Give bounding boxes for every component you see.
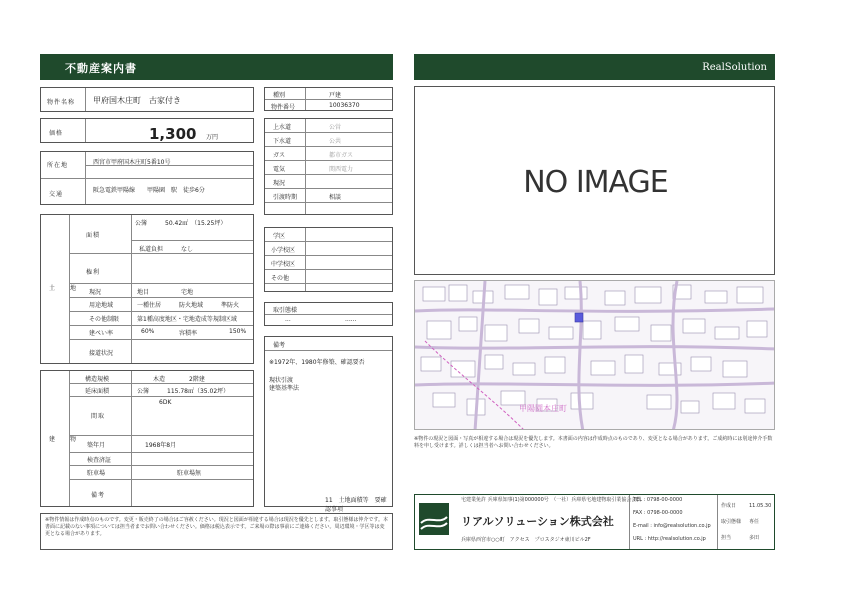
gas-value: 都市ガス <box>329 152 354 159</box>
rights-label: 権利 <box>86 269 101 276</box>
coverage-value: 60% <box>141 328 155 335</box>
structure-label: 構造規模 <box>85 376 110 383</box>
check-label: 検査済証 <box>87 457 112 464</box>
address: 西宮市甲府国木庄町5番10号 <box>93 159 171 166</box>
notes-line-3: 建築基準法 <box>269 385 300 392</box>
notes-line-2: 現状引渡 <box>269 377 294 384</box>
location-box <box>40 151 254 205</box>
other-label: その他 <box>271 275 290 282</box>
number-value: 10036370 <box>329 102 360 109</box>
category-label: 現況 <box>89 289 102 296</box>
parking-value: 駐車場無 <box>177 470 202 477</box>
property-name-box <box>40 87 254 112</box>
company-box <box>414 494 775 550</box>
layout-label: 間取 <box>91 413 106 420</box>
right-page <box>414 54 775 550</box>
elec-label: 電気 <box>273 166 286 173</box>
disclaimer-box <box>40 513 393 550</box>
staff-value: 多田 <box>749 535 760 541</box>
notes-line-1: ※1972年、1980年修築、確認要否 <box>269 359 365 366</box>
transaction-label: 取引態様 <box>721 519 742 525</box>
school-box <box>264 227 393 292</box>
disclaimer-text: ※物件情報は作成時点のものです。変更・販売終了の場合はご容赦ください。現況と図面が相違する場合は現況を優先とします。取引態様は仲介です。本書面に記載のない事項については担当者までお問い合わせください。価格は税込表示です。ご来場の際は事前にご連絡ください。周辺環境・学区等は変更となる場合があります。 <box>45 517 388 537</box>
company-address: 兵庫県西宮市○○町 アクセス プロスタジオ東川ビル2F <box>461 537 591 543</box>
header-bar <box>40 54 393 80</box>
parking-label: 駐車場 <box>87 470 106 477</box>
sewage-label: 下水道 <box>273 138 292 145</box>
number-label: 物件番号 <box>271 104 296 111</box>
zoning-label: 用途地域 <box>89 302 114 309</box>
land-box <box>40 214 254 364</box>
company-name: リアルソリューション株式会社 <box>461 515 614 528</box>
company-logo <box>419 503 449 535</box>
far-label: 容積率 <box>179 330 198 337</box>
layout-value: 6DK <box>159 399 172 406</box>
fire-label: 防火地域 <box>179 302 204 309</box>
company-license: 宅建業免許 兵庫県知事(1)第000000号 （一社）兵庫県宅地建物取引業協会会員 <box>461 497 642 503</box>
staff-label: 担当 <box>721 535 732 541</box>
price-unit: 万円 <box>206 134 219 141</box>
company-url: URL : http://realsolution.co.jp <box>633 536 706 542</box>
water-value: 公営 <box>329 124 342 131</box>
land-category: 宅地 <box>181 289 194 296</box>
current-label: 現況 <box>273 180 286 187</box>
far-value: 150% <box>229 328 247 335</box>
land-area: 公簿 50.42㎡ （15.25坪） <box>135 220 227 227</box>
floor-area-label: 延床面積 <box>85 388 110 395</box>
location-label: 所在地 <box>47 162 69 169</box>
sewage-value: 公共 <box>329 138 342 145</box>
company-fax: FAX : 0798-00-0000 <box>633 510 683 516</box>
road-label: 接道状況 <box>89 350 114 357</box>
built-value: 1968年8月 <box>145 442 177 449</box>
property-name: 甲府国木庄町 古家付き <box>93 96 181 105</box>
type-value: 戸建 <box>329 92 342 99</box>
created-value: 11.05.30 <box>749 503 772 509</box>
coverage-label: 建ぺい率 <box>89 330 114 337</box>
photo-placeholder <box>414 86 775 275</box>
building-section-label: 建 物 <box>49 436 78 443</box>
notes-area <box>414 436 775 476</box>
handover-label: 引渡時期 <box>273 194 298 201</box>
notes-box <box>264 336 393 513</box>
area-label: 面積 <box>86 232 101 239</box>
remarks-label: 備考 <box>91 492 106 499</box>
left-page <box>40 54 393 550</box>
fee-right: ...... <box>345 316 357 323</box>
price-value: 1,300 <box>149 125 197 143</box>
jr-label: 中学校区 <box>271 261 296 268</box>
elem-label: 小学校区 <box>271 247 296 254</box>
notes-text: ※物件の現況と図面・写真が相違する場合は現況を優先します。本書面の内容は作成時点のものであり、変更となる場合があります。ご成約時には別途仲介手数料を申し受けます。詳しくは担当者へお問い合わせください。 <box>414 436 773 449</box>
fee-label: 取引態様 <box>273 307 298 314</box>
type-label: 種別 <box>273 92 286 99</box>
restriction-value: 第1種高度地区・宅地造成等規制区域 <box>137 316 237 323</box>
notes-label: 備考 <box>273 342 286 349</box>
restriction-label: その他制限 <box>89 316 120 323</box>
page-title: 不動産案内書 <box>65 62 137 75</box>
handover-value: 相談 <box>329 194 342 201</box>
gas-label: ガス <box>273 152 286 159</box>
school-label: 学区 <box>273 233 286 240</box>
price-box <box>40 118 254 143</box>
map <box>414 280 775 430</box>
elec-value: 関西電力 <box>329 166 354 173</box>
zoning-value: 一種住居 <box>137 302 162 309</box>
land-section-label: 土 地 <box>49 285 78 292</box>
map-area-label: 甲陽園本庄町 <box>519 404 567 413</box>
no-image-text: NO IMAGE <box>523 165 668 200</box>
floor-area-value: 公簿 115.78㎡（35.02坪） <box>137 388 230 395</box>
brand-logo: RealSolution <box>702 62 767 73</box>
private-road-label: 私道負担 <box>139 246 164 253</box>
utilities-box <box>264 118 393 215</box>
name-label: 物件名称 <box>47 99 76 106</box>
category-value: 地目 <box>137 289 150 296</box>
type-box <box>264 87 393 111</box>
notes-footer: 11 土地面積等 要確認事項 <box>325 497 387 513</box>
built-label: 築年月 <box>87 442 106 449</box>
traffic: 阪急電鉄甲陽線 甲陽園 駅 徒歩6分 <box>93 187 205 194</box>
fee-box <box>264 302 393 326</box>
company-email: E-mail : info@realsolution.co.jp <box>633 523 711 529</box>
transaction-value: 専任 <box>749 519 760 525</box>
building-box <box>40 370 254 507</box>
brand-bar <box>414 54 775 80</box>
water-label: 上水道 <box>273 124 292 131</box>
created-label: 作成日 <box>721 503 737 509</box>
price-label: 価格 <box>49 130 64 137</box>
traffic-label: 交通 <box>49 191 64 198</box>
company-tel: TEL : 0798-00-0000 <box>633 497 683 503</box>
fee-left: ... <box>285 316 291 323</box>
private-road: なし <box>181 246 194 253</box>
structure-value: 木造 2階建 <box>153 376 205 383</box>
fire-value: 準防火 <box>221 302 240 309</box>
